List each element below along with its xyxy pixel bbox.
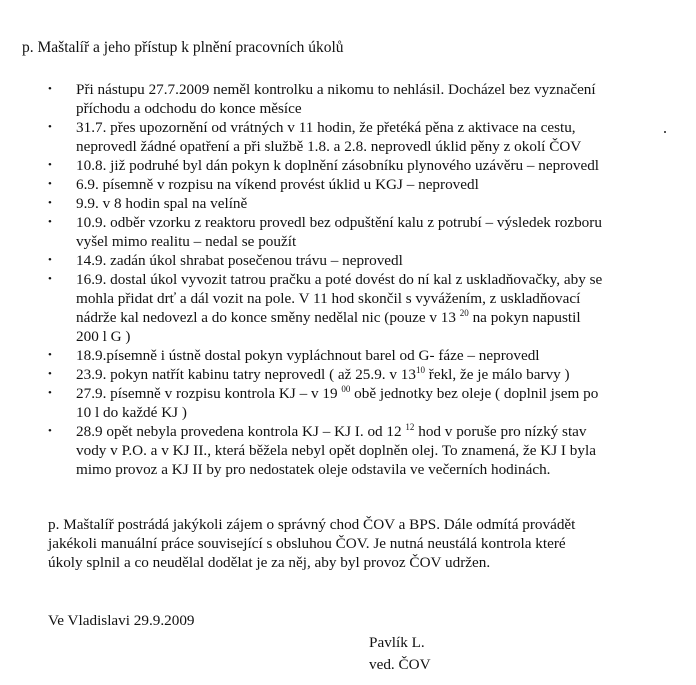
signature-block [369, 632, 431, 676]
bullet-icon: • [48, 216, 52, 228]
list-item-line [76, 118, 668, 137]
list-item-line [76, 175, 668, 194]
bullet-icon: • [48, 83, 52, 95]
list-item-line [76, 80, 668, 99]
bullet-icon: • [48, 178, 52, 190]
list-item [48, 365, 668, 384]
list-item-text: mimo provoz a KJ II by pro nedostatek oleje odstavila ve večerních hodinách. [76, 461, 551, 478]
list-item-text: vyšel mimo realitu – nedal se použít [76, 233, 297, 250]
list-item-line [76, 213, 668, 232]
list-item-line [76, 422, 668, 441]
bullet-icon: • [48, 425, 52, 437]
list-item [48, 156, 668, 175]
summary-paragraph [48, 515, 668, 572]
list-item-text: neprovedl žádné opatření a při službě 1.8. a 2.8. neprovedl úklid pěny z okolí ČOV [76, 138, 582, 155]
summary-paragraph-line: jakékoli manuální práce související s obsluhou ČOV. Je nutná neustálá kontrola které [48, 535, 566, 552]
list-item-line [76, 403, 668, 422]
list-item [48, 194, 668, 213]
list-item-line [76, 384, 668, 403]
list-item-line [76, 251, 668, 270]
list-item-line [76, 137, 668, 156]
list-item-text: 18.9.písemně i ústně dostal pokyn vypláchnout barel od G- fáze – neprovedl [76, 347, 540, 364]
list-item-line [76, 232, 668, 251]
list-item-text: 10.8. již podruhé byl dán pokyn k doplnění zásobníku plynového uzávěru – neprovedl [76, 157, 600, 174]
scan-speck [664, 131, 666, 133]
list-item-text: 10 l do každé KJ ) [76, 404, 187, 421]
place-date: Ve Vladislavi 29.9.2009 [48, 612, 195, 629]
list-item-text: 16.9. dostal úkol vyvozit tatrou pračku a poté dovést do ní kal z uskladňovačky, aby se [76, 271, 603, 288]
time-minutes-superscript: 00 [341, 384, 351, 394]
list-item [48, 422, 668, 479]
list-item [48, 270, 668, 346]
list-item-text: obě jednotky bez oleje ( doplnil jsem po [350, 385, 599, 402]
list-item [48, 80, 668, 118]
signature-name: Pavlík L. [369, 634, 425, 651]
list-item-text: Při nástupu 27.7.2009 neměl kontrolku a nikomu to nehlásil. Docházel bez vyznačení [76, 81, 596, 98]
bullet-icon: • [48, 387, 52, 399]
list-item-line [76, 365, 668, 384]
list-item [48, 118, 668, 156]
list-item-line [76, 156, 668, 175]
list-item-text: nádrže kal nedovezl a do konce směny nedělal nic (pouze v 13 [76, 309, 460, 326]
bullet-icon: • [48, 197, 52, 209]
time-minutes-superscript: 10 [415, 365, 425, 375]
list-item-text: 27.9. písemně v rozpisu kontrola KJ – v 19 [76, 385, 342, 402]
list-item-line [76, 308, 668, 327]
time-minutes-superscript: 20 [459, 308, 469, 318]
list-item-line [76, 327, 668, 346]
list-item [48, 213, 668, 251]
list-item-line [76, 289, 668, 308]
bullet-icon: • [48, 254, 52, 266]
list-item-line [76, 441, 668, 460]
list-item-text: 28.9 opět nebyla provedena kontrola KJ – KJ I. od 12 [76, 423, 406, 440]
list-item-text: vody v P.O. a v KJ II., která běžela nebyl opět doplněn olej. To znamená, že KJ I byla [76, 442, 596, 459]
list-item-text: příchodu a odchodu do konce měsíce [76, 100, 302, 117]
summary-paragraph-line: úkoly splnil a co neudělal dodělat je za něj, aby byl provoz ČOV udržen. [48, 554, 491, 571]
bullet-icon: • [48, 159, 52, 171]
summary-paragraph-line: p. Maštalíř postrádá jakýkoli zájem o správný chod ČOV a BPS. Dále odmítá provádět [48, 516, 576, 533]
list-item-line [76, 99, 668, 118]
list-item-text: 10.9. odběr vzorku z reaktoru provedl bez odpuštění kalu z potrubí – výsledek rozboru [76, 214, 602, 231]
list-item-line [76, 270, 668, 289]
list-item [48, 251, 668, 270]
list-item-text: 31.7. přes upozornění od vrátných v 11 hodin, že přetéká pěna z aktivace na cestu, [76, 119, 576, 136]
signature-role: ved. ČOV [369, 656, 431, 673]
list-item [48, 346, 668, 365]
document-title: p. Maštalíř a jeho přístup k plnění pracovních úkolů [22, 39, 344, 56]
list-item-line [76, 194, 668, 213]
time-minutes-superscript: 12 [405, 422, 415, 432]
list-item-text: na pokyn napustil [468, 309, 581, 326]
bullet-icon: • [48, 349, 52, 361]
list-item-text: hod v poruše pro nízký stav [414, 423, 587, 440]
list-item-text: mohla přidat drť a dál vozit na pole. V 11 hod skončil s vyvážením, z uskladňovací [76, 290, 581, 307]
list-item-line [76, 460, 668, 479]
list-item-line [76, 346, 668, 365]
list-item [48, 175, 668, 194]
list-item-text: 14.9. zadán úkol shrabat posečenou trávu – neprovedl [76, 252, 403, 269]
list-item-text: 200 l G ) [76, 328, 131, 345]
list-item-text: 23.9. pokyn natřít kabinu tatry neprovedl ( až 25.9. v 13 [76, 366, 416, 383]
list-item-text: 9.9. v 8 hodin spal na velíně [76, 195, 248, 212]
list-item-text: 6.9. písemně v rozpisu na víkend provést úklid u KGJ – neprovedl [76, 176, 479, 193]
task-list [48, 80, 668, 479]
list-item-text: řekl, že je málo barvy ) [424, 366, 570, 383]
bullet-icon: • [48, 121, 52, 133]
bullet-icon: • [48, 368, 52, 380]
bullet-icon: • [48, 273, 52, 285]
list-item [48, 384, 668, 422]
